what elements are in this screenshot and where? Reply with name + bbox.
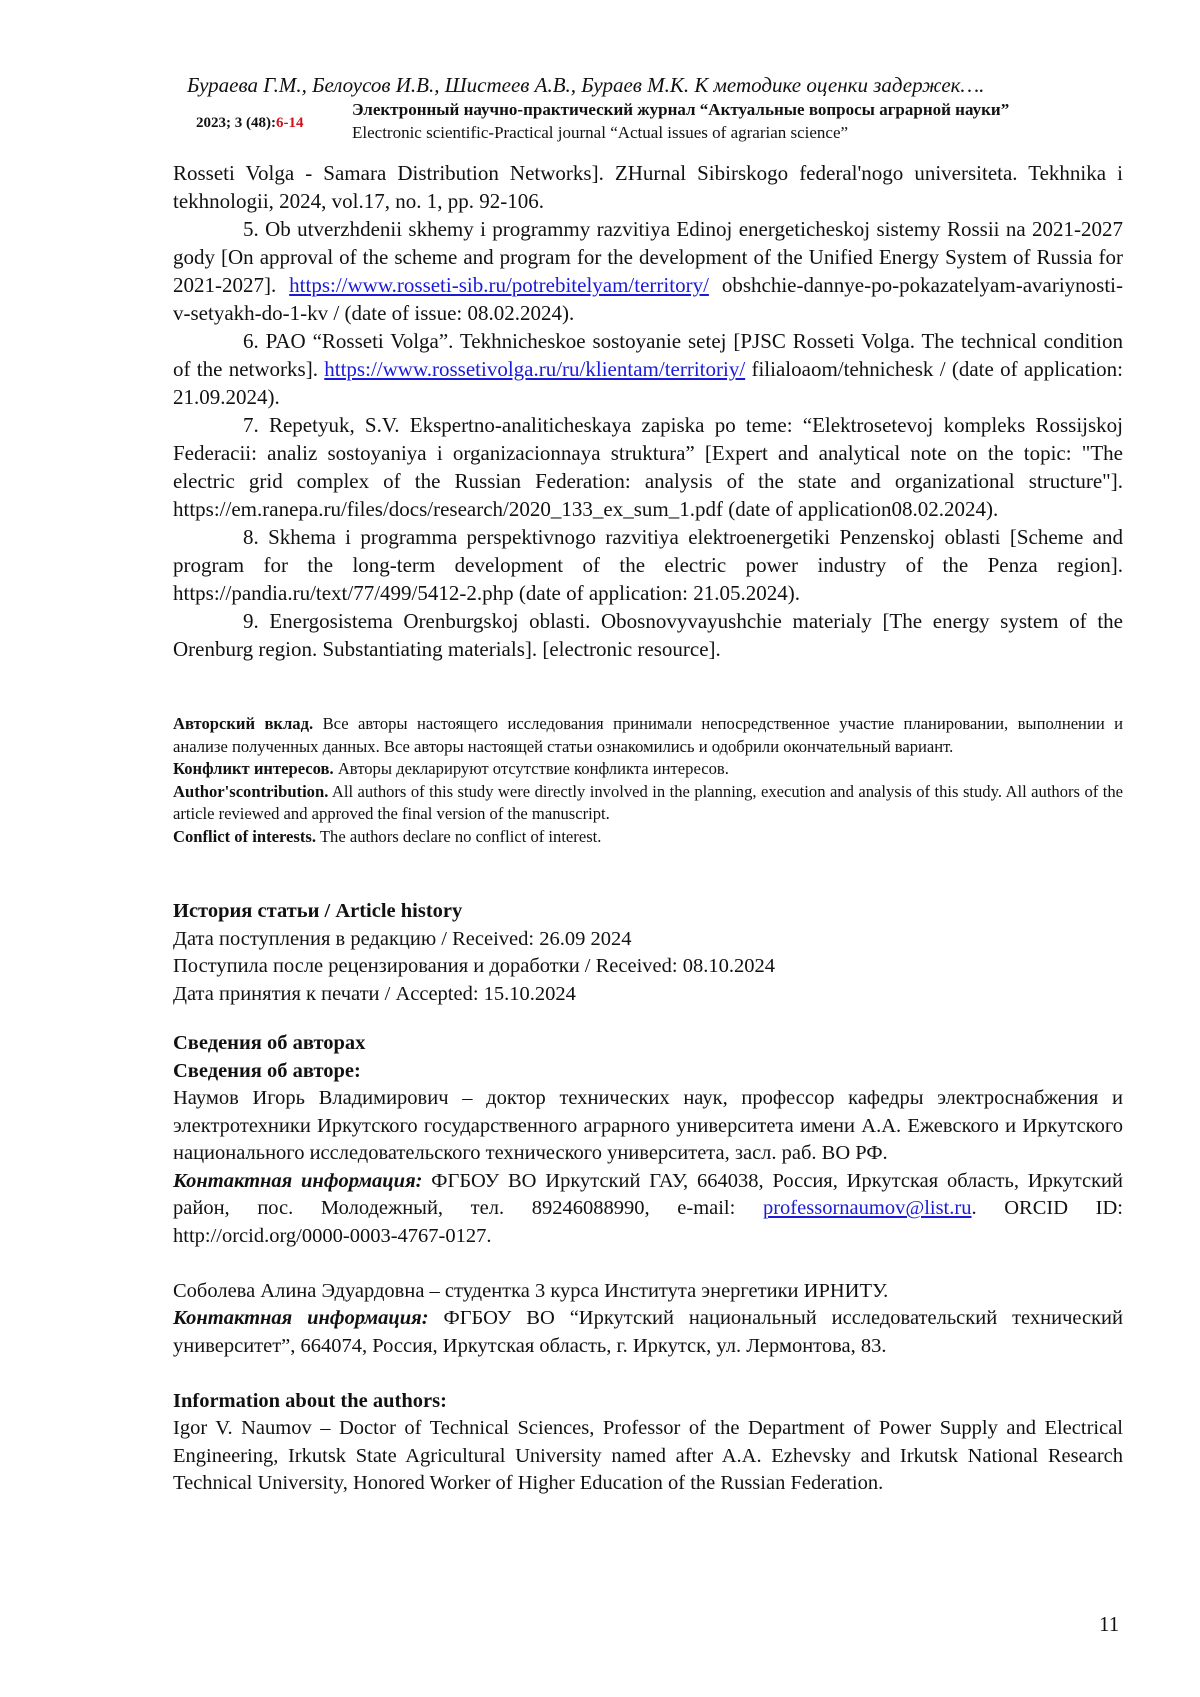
- author-1-orcid: . ORCID ID: http://orcid.org/0000-0003-4767-0127.: [173, 1197, 1123, 1247]
- reference-6-tail: filialoaom/tehnichesk / (date of application: 21.09.2024).: [173, 357, 1124, 409]
- contributions-block: [173, 713, 1123, 848]
- author-2-contact-text: ФГБОУ ВО “Иркутский национальный исследовательский технический университет”, 664074, Россия, Иркутская область, г. Иркутск, ул. Лермонтова, 83.: [173, 1307, 1123, 1357]
- ru-conflict: [173, 758, 1123, 781]
- author-1-bio: Наумов Игорь Владимирович – доктор технических наук, профессор кафедры электроснабжения и электротехники Иркутского государственного аграрного университета имени А.А. Ежевского и Иркутского национального исследовательского технического университета, засл. раб. ВО РФ.: [173, 1087, 1123, 1164]
- ru-contribution-text: Все авторы настоящего исследования принимали непосредственное участие планировании, выполнении и анализе полученных данных. Все авторы настоящей статьи ознакомились и одобрили окончательный вариант.: [173, 714, 1124, 756]
- author-2-contact-label: Контактная информация:: [173, 1307, 429, 1329]
- author-2-contact: [173, 1305, 1123, 1360]
- en-contribution-label: Author'scontribution.: [173, 781, 329, 801]
- ru-conflict-text: Авторы декларируют отсутствие конфликта интересов.: [337, 759, 729, 778]
- running-header-authors: Бураева Г.М., Белоусов И.В., Шистеев А.В., Бураев М.К. К методике оценки задержек….: [187, 73, 985, 97]
- reference-5: [173, 215, 1123, 327]
- journal-title-ru: Электронный научно-практический журнал “Актуальные вопросы аграрной науки”: [352, 100, 1010, 119]
- spacer: [173, 1250, 1123, 1278]
- reference-continuation: Rosseti Volga - Samara Distribution Networks]. ZHurnal Sibirskogo federal'nogo universiteta. Tekhnika i tekhnologii, 2024, vol.17, no. 1, pp. 92-106.: [173, 161, 1123, 213]
- reference-7: 7. Repetyuk, S.V. Ekspertno-analiticheskaya zapiska po teme: “Elektrosetevoj kompleks Rossijskoj Federacii: analiz sostoyaniya i organizacionnaya struktura” [Expert and analytical note on the topic: "The electric grid complex of the Russian Federation: analysis of the state and organizational structure"]. https://em.ranepa.ru/files/docs/research/2020_133_ex_sum_1.pdf (date of application08.02.2024).: [173, 413, 1123, 521]
- reference-5-link[interactable]: https://www.rosseti-sib.ru/potrebitelyam/territory/: [289, 273, 709, 297]
- en-conflict-text: The authors declare no conflict of interest.: [319, 826, 602, 846]
- page-number: 11: [1099, 1612, 1120, 1636]
- author-1-contact-text: ФГБОУ ВО Иркутский ГАУ, 664038, Россия, Иркутская область, Иркутский район, пос. Молодежный, тел. 89246088990, e-mail:: [173, 1169, 1123, 1219]
- reference-6-text: 6. PAO “Rosseti Volga”. Tekhnicheskoe sostoyanie setej [PJSC Rosseti Volga. The technical condition of the networks].: [173, 329, 1123, 381]
- author-1-contact-label: Контактная информация:: [173, 1169, 423, 1192]
- article-history: [173, 898, 1123, 1008]
- en-conflict-label: Conflict of interests.: [173, 826, 317, 846]
- ru-contribution-label: Авторский вклад.: [173, 714, 314, 733]
- reference-5-text: 5. Ob utverzhdenii skhemy i programmy razvitiya Edinoj energeticheskoj sistemy Rossii na 2021-2027 gody [On approval of the scheme and program for the development of the Unified Energy System of Russia for 2021-2027].: [173, 217, 1123, 297]
- reference-6: [173, 327, 1123, 411]
- reference-6-link[interactable]: https://www.rossetivolga.ru/ru/klientam/territoriy/: [324, 357, 746, 381]
- reference-5-tail: obshchie-dannye-po-pokazatelyam-avariynosti-v-setyakh-do-1-kv / (date of issue: 08.02.2024).: [173, 273, 1124, 325]
- issue-pages: 6-14: [275, 115, 304, 131]
- history-title: История статьи / Article history: [173, 900, 463, 922]
- spacer: [173, 1360, 1123, 1388]
- author-1-email-link[interactable]: professornaumov@list.ru: [762, 1197, 972, 1219]
- en-contribution-text: All authors of this study were directly involved in the planning, execution and analysis of this study. All authors of the article reviewed and approved the final version of the manuscript.: [173, 781, 1123, 823]
- history-received: Дата поступления в редакцию / Received: 26.09 2024: [173, 927, 632, 950]
- issue-info: [196, 115, 303, 132]
- author-2-bio: Соболева Алина Эдуардовна – студентка 3 курса Института энергетики ИРНИТУ.: [173, 1279, 889, 1302]
- history-accepted: Дата принятия к печати / Accepted: 15.10.2024: [173, 982, 576, 1005]
- issue-number: 2023; 3 (48):: [196, 115, 276, 131]
- authors-info: [173, 1030, 1123, 1498]
- author-subtitle: Сведения об авторе:: [173, 1059, 361, 1082]
- reference-8: 8. Skhema i programma perspektivnogo razvitiya elektroenergetiki Penzenskoj oblasti [Scheme and program for the long-term development of the electric power industry of the Penza region]. https://pandia.ru/text/77/499/5412-2.php (date of application: 21.05.2024).: [173, 525, 1123, 605]
- history-revised: Поступила после рецензирования и доработки / Received: 08.10.2024: [173, 955, 775, 977]
- reference-9: 9. Energosistema Orenburgskoj oblasti. Obosnovyvayushchie materialy [The energy system of the Orenburg region. Substantiating materials]. [electronic resource].: [173, 609, 1123, 661]
- journal-title-en: Electronic scientific-Practical journal “Actual issues of agrarian science”: [352, 123, 849, 142]
- en-contribution: [173, 781, 1123, 826]
- ru-contribution: [173, 713, 1123, 758]
- en-author-1-bio: Igor V. Naumov – Doctor of Technical Sciences, Professor of the Department of Power Supply and Electrical Engineering, Irkutsk State Agricultural University named after A.A. Ezhevsky and Irkutsk National Research Technical University, Honored Worker of Higher Education of the Russian Federation.: [173, 1417, 1123, 1494]
- en-conflict: [173, 826, 1123, 849]
- ru-conflict-label: Конфликт интересов.: [173, 759, 334, 778]
- en-authors-title: Information about the authors:: [173, 1389, 447, 1412]
- author-1-contact: [173, 1168, 1123, 1251]
- authors-title: Сведения об авторах: [173, 1032, 366, 1054]
- references-list: [173, 159, 1123, 663]
